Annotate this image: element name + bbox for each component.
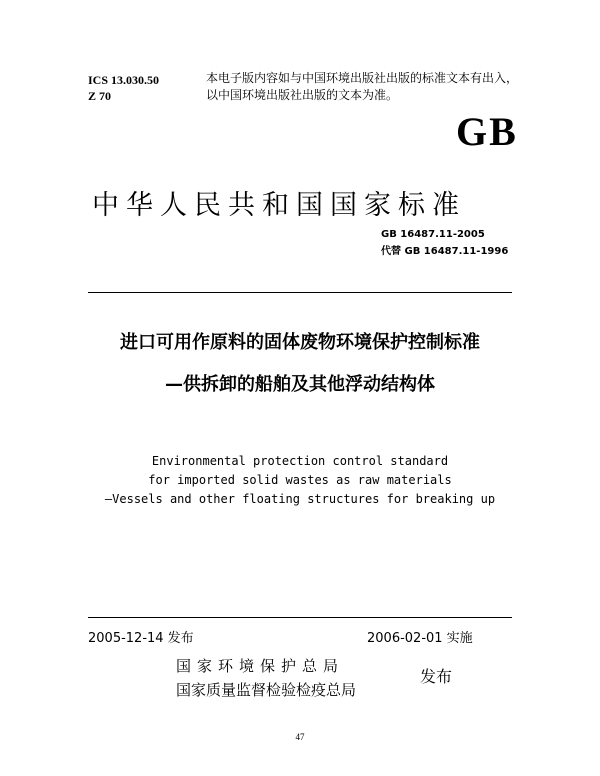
national-standard-title: 中华人民共和国国家标准	[92, 190, 466, 221]
classification-codes	[88, 72, 159, 104]
title-en-line-2: for imported solid wastes as raw materials	[148, 473, 452, 487]
notice-line-2: 以中国环境出版社出版的文本为准。	[206, 88, 399, 102]
replaces-standard: 代替 GB 16487.11-1996	[381, 246, 509, 257]
bottom-divider	[88, 617, 512, 618]
gb-logo: GB	[456, 109, 518, 154]
issue-label: 发布	[420, 667, 453, 686]
notice-line-1: 本电子版内容如与中国环境出版社出版的标准文本有出入，	[206, 71, 519, 85]
title-en-line-1: Environmental protection control standard	[151, 454, 449, 468]
issuer-2: 国家质量监督检验检疫总局	[176, 681, 357, 699]
ccs-code: Z 70	[88, 89, 112, 103]
title-cn-line-2: —供拆卸的船舶及其他浮动结构体	[165, 374, 435, 395]
top-divider	[88, 292, 512, 293]
title-cn-line-1: 进口可用作原料的固体废物环境保护控制标准	[120, 332, 480, 353]
issuer-1: 国家环境保护总局	[176, 657, 345, 675]
standard-codes	[381, 226, 508, 260]
page-number: 47	[295, 732, 305, 742]
standard-number: GB 16487.11-2005	[381, 229, 485, 240]
edition-notice	[206, 70, 518, 104]
issuing-authorities	[176, 654, 356, 702]
issue-date: 2005-12-14 发布	[88, 631, 194, 646]
implementation-date: 2006-02-01 实施	[367, 631, 473, 646]
ics-code: ICS 13.030.50	[88, 73, 160, 87]
title-en	[0, 452, 600, 509]
title-en-line-3: —Vessels and other floating structures for breaking up	[104, 492, 496, 506]
